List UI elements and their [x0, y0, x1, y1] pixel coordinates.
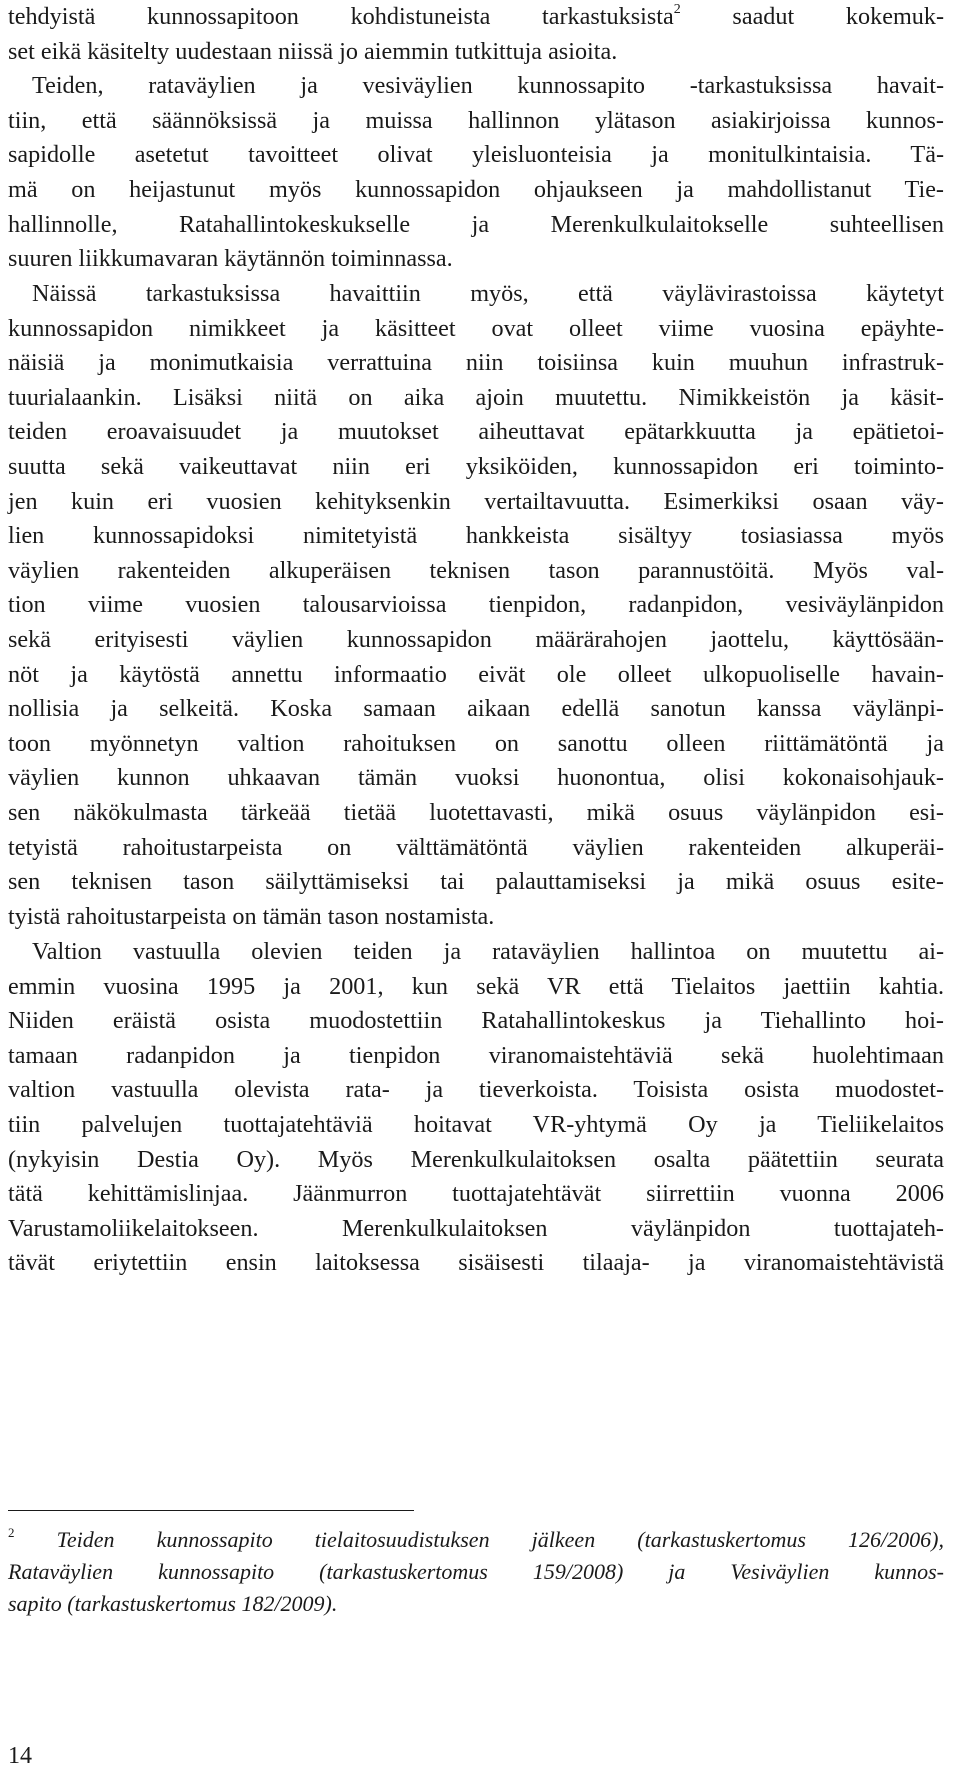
text-line: suuren liikkumavaran käytännön toiminnassa. — [8, 245, 453, 273]
text-line: nöt ja käytöstä annettu informaatio eivät ole olleet ulkopuoliselle havain- — [8, 660, 944, 688]
text-line: Valtion vastuulla olevien teiden ja rataväylien hallintoa on muutettu ai- — [32, 938, 944, 965]
text-line: kunnossapidon nimikkeet ja käsitteet ovat olleet viime vuosina epäyhte- — [8, 314, 944, 342]
text-line: emmin vuosina 1995 ja 2001, kun sekä VR että Tielaitos jaettiin kahtia. — [8, 972, 944, 1000]
text-line: set eikä käsitelty uudestaan niissä jo aiemmin tutkittuja asioita. — [8, 37, 618, 65]
footnote-line: Rataväylien kunnossapito (tarkastuskertomus 159/2008) ja Vesiväylien kunnos- — [8, 1559, 944, 1584]
text-line: Näissä tarkastuksissa havaittiin myös, että väylävirastoissa käytetyt — [32, 280, 944, 307]
text-line: lien kunnossapidoksi nimitetyistä hankkeista sisältyy tosiasiassa myös — [8, 522, 944, 550]
text-line: sapidolle asetetut tavoitteet olivat yleisluonteisia ja monitulkintaisia. Tä- — [8, 141, 944, 169]
footnote-marker: 2 — [8, 1525, 15, 1540]
text-line: tion viime vuosien talousarvioissa tienpidon, radanpidon, vesiväylänpidon — [8, 591, 944, 619]
footnote — [8, 1524, 944, 1620]
text-line: tehdyistä kunnossapitoon kohdistuneista tarkastuksista$^2$ saadut kokemuk- — [8, 2, 944, 30]
text-line: tiin, että säännöksissä ja muissa hallinnon ylätason asiakirjoissa kunnos- — [8, 106, 944, 134]
text-line: tävät eriytettiin ensin laitoksessa sisäisesti tilaaja- ja viranomaistehtävistä — [8, 1249, 944, 1277]
text-line: tätä kehittämislinjaa. Jäänmurron tuottajatehtävät siirrettiin vuonna 2006 — [8, 1180, 944, 1208]
text-line: (nykyisin Destia Oy). Myös Merenkulkulaitoksen osalta päätettiin seurata — [8, 1145, 944, 1173]
text-line: tiin palvelujen tuottajatehtäviä hoitavat VR-yhtymä Oy ja Tieliikelaitos — [8, 1110, 944, 1138]
paragraph-3 — [8, 935, 944, 1281]
page-number: 14 — [8, 1743, 32, 1769]
text-line: väylien rakenteiden alkuperäisen teknisen tason parannustöitä. Myös val- — [8, 556, 944, 584]
text-line: toon myönnetyn valtion rahoituksen on sanottu olleen riittämätöntä ja — [8, 729, 944, 757]
footnote-reference: 2 — [673, 2, 681, 17]
text-line: suutta sekä vaikeuttavat niin eri yksiköiden, kunnossapidon eri toiminto- — [8, 452, 944, 480]
footnote-divider — [8, 1510, 414, 1511]
text-line: Teiden, rataväylien ja vesiväylien kunnossapito -tarkastuksissa havait- — [32, 72, 944, 100]
text-line: teiden eroavaisuudet ja muutokset aiheuttavat epätarkkuutta ja epätietoi- — [8, 418, 944, 446]
text-line: hallinnolle, Ratahallintokeskukselle ja Merenkulkulaitokselle suhteellisen — [8, 210, 944, 238]
text-line: jen kuin eri vuosien kehityksenkin vertailtavuutta. Esimerkiksi osaan väy- — [8, 487, 944, 515]
text-line: Niiden eräistä osista muodostettiin Ratahallintokeskus ja Tiehallinto hoi- — [8, 1007, 944, 1035]
text-line: Varustamoliikelaitokseen. Merenkulkulaitoksen väylänpidon tuottajateh- — [8, 1214, 944, 1242]
text-line: tetyistä rahoitustarpeista on välttämätöntä väylien rakenteiden alkuperäi- — [8, 833, 944, 861]
footnote-line: $^2$ Teiden kunnossapito tielaitosuudistuksen jälkeen (tarkastuskertomus 126/2006), — [8, 1525, 944, 1552]
text-line: sen näkökulmasta tärkeää tietää luotettavasti, mikä osuus väylänpidon esi- — [8, 798, 944, 826]
text-line: sen teknisen tason säilyttämiseksi tai palauttamiseksi ja mikä osuus esite- — [8, 868, 944, 896]
text-line: näisiä ja monimutkaisia verrattuina niin toisiinsa kuin muuhun infrastruk- — [8, 349, 944, 377]
text-line: nollisia ja selkeitä. Koska samaan aikaan edellä sanotun kanssa väylänpi- — [8, 695, 944, 723]
text-line: mä on heijastunut myös kunnossapidon ohjaukseen ja mahdollistanut Tie- — [8, 175, 944, 203]
text-line: väylien kunnon uhkaavan tämän vuoksi huonontua, olisi kokonaisohjauk- — [8, 764, 944, 792]
text-line: sekä erityisesti väylien kunnossapidon määrärahojen jaottelu, käyttösään- — [8, 625, 944, 653]
text-line: valtion vastuulla olevista rata- ja tieverkoista. Toisista osista muodostet- — [8, 1076, 944, 1104]
text-line: tyistä rahoitustarpeista on tämän tason nostamista. — [8, 902, 495, 930]
paragraph-2 — [8, 277, 944, 934]
text-line: tamaan radanpidon ja tienpidon viranomaistehtäviä sekä huolehtimaan — [8, 1041, 944, 1069]
footnote-line: sapito (tarkastuskertomus 182/2009). — [8, 1591, 338, 1616]
paragraph-1 — [8, 0, 944, 277]
text-line: tuurialaankin. Lisäksi niitä on aika ajoin muutettu. Nimikkeistön ja käsit- — [8, 383, 944, 411]
